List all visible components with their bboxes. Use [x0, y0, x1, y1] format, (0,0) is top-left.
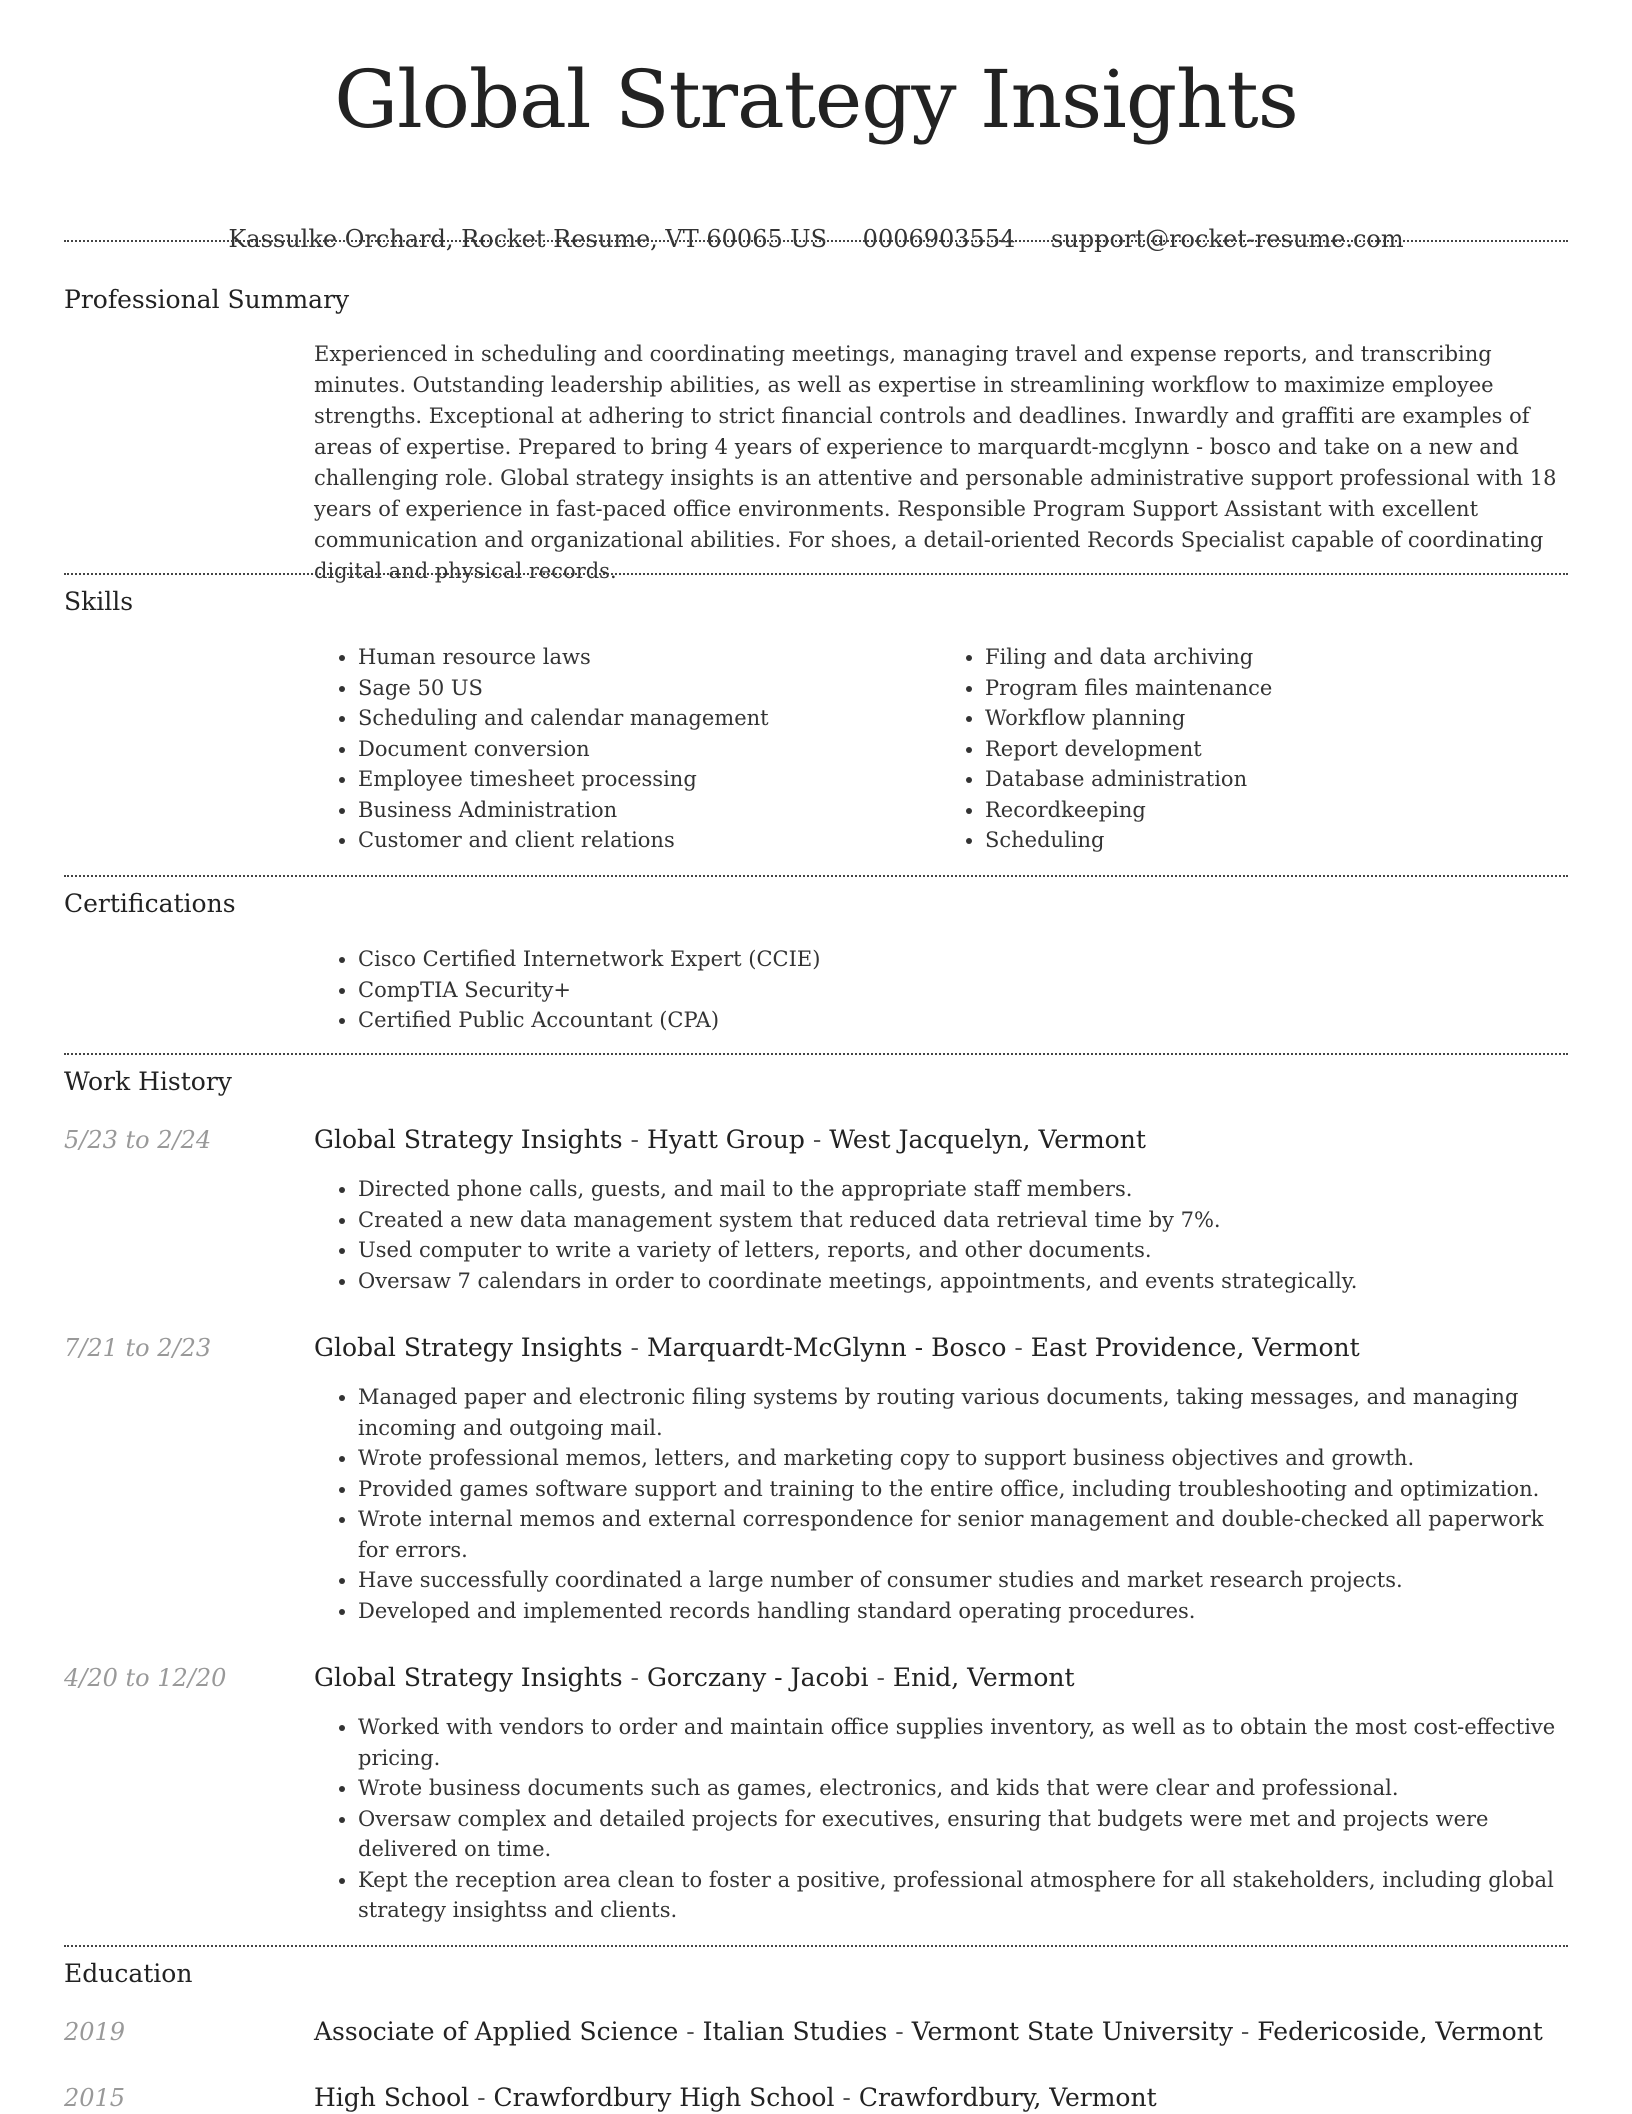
skill-item: • Report development	[985, 734, 1568, 765]
section-title-certifications: Certifications	[64, 889, 236, 918]
skill-item: • Workflow planning	[985, 703, 1568, 734]
education-school: Vermont State University	[911, 2017, 1233, 2046]
job-company: Hyatt Group	[646, 1125, 805, 1154]
divider	[64, 875, 1568, 877]
section-title-education: Education	[64, 1959, 193, 1988]
skill-item: • Employee timesheet processing	[358, 764, 941, 795]
job-heading: Global Strategy Insights - Hyatt Group - West Jacquelyn, Vermont	[314, 1125, 1146, 1154]
job-date: 7/21 to 2/23	[64, 1334, 212, 1362]
skill-item: • Scheduling and calendar management	[358, 703, 941, 734]
skill-item: • Database administration	[985, 764, 1568, 795]
skills-list-right	[941, 642, 1568, 856]
certifications-list	[314, 944, 1568, 1036]
address: Kassulke Orchard, Rocket Resume, VT 60065 US	[228, 225, 828, 253]
skill-item: • Business Administration	[358, 795, 941, 826]
job-bullet: • Oversaw complex and detailed projects for executives, ensuring that budgets were met and projects were delivered on time.	[358, 1804, 1568, 1865]
resume-page	[64, 0, 1568, 2112]
job-bullet: • Managed paper and electronic filing systems by routing various documents, taking messages, and managing incoming and outgoing mail.	[358, 1382, 1568, 1443]
job-location: Enid, Vermont	[892, 1663, 1075, 1692]
education-school: Crawfordbury High School	[493, 2083, 835, 2112]
divider	[64, 1945, 1568, 1947]
skill-item: • Document conversion	[358, 734, 941, 765]
education-degree: Associate of Applied Science	[314, 2017, 679, 2046]
section-title-skills: Skills	[64, 587, 134, 616]
job-location: West Jacquelyn, Vermont	[829, 1125, 1146, 1154]
certification-item: • Certified Public Accountant (CPA)	[358, 1005, 1568, 1036]
certification-item: • Cisco Certified Internetwork Expert (CCIE)	[358, 944, 1568, 975]
skill-item: • Scheduling	[985, 825, 1568, 856]
job-bullet: • Directed phone calls, guests, and mail to the appropriate staff members.	[358, 1174, 1568, 1205]
skill-item: • Program files maintenance	[985, 673, 1568, 704]
certification-item: • CompTIA Security+	[358, 975, 1568, 1006]
job-location: East Providence, Vermont	[1030, 1333, 1360, 1362]
section-title-work: Work History	[64, 1067, 232, 1096]
job-bullet: • Have successfully coordinated a large number of consumer studies and market research projects.	[358, 1565, 1568, 1596]
job-bullets	[314, 1174, 1568, 1296]
job-bullet: • Worked with vendors to order and maintain office supplies inventory, as well as to obtain the most cost-effective pricing.	[358, 1712, 1568, 1773]
skills-body	[314, 642, 1568, 856]
job-bullet: • Wrote internal memos and external correspondence for senior management and double-checked all paperwork for errors.	[358, 1504, 1568, 1565]
education-degree: High School	[314, 2083, 470, 2112]
education-year: 2015	[64, 2084, 126, 2112]
job-bullet: • Used computer to write a variety of letters, reports, and other documents.	[358, 1235, 1568, 1266]
job-company: Gorczany - Jacobi	[646, 1663, 869, 1692]
job-date: 4/20 to 12/20	[64, 1664, 227, 1692]
job-role: Global Strategy Insights	[314, 1663, 623, 1692]
summary-text: Experienced in scheduling and coordinating meetings, managing travel and expense reports, and transcribing minutes. Outstanding leadership abilities, as well as expertise in streamlining workflow to maximize employee strengths. Exceptional at adhering to strict financial controls and deadlines. Inwardly and graffiti are examples of areas of expertise. Prepared to bring 4 years of experience to marquardt-mcglynn - bosco and take on a new and challenging role. Global strategy insights is an attentive and personable administrative support professional with 18 years of experience in fast-paced office environments. Responsible Program Support Assistant with excellent communication and organizational abilities. For shoes, a detail-oriented Records Specialist capable of coordinating digital and physical records.	[314, 342, 1557, 583]
job-bullet: • Wrote professional memos, letters, and marketing copy to support business objectives and growth.	[358, 1443, 1568, 1474]
divider	[64, 573, 1568, 575]
certifications-body	[314, 944, 1568, 1036]
contact-line	[64, 224, 1568, 254]
divider	[64, 1053, 1568, 1055]
skill-item: • Sage 50 US	[358, 673, 941, 704]
job-bullets	[314, 1712, 1568, 1926]
education-location: Federicoside, Vermont	[1257, 2017, 1543, 2046]
skill-item: • Recordkeeping	[985, 795, 1568, 826]
job-heading: Global Strategy Insights - Gorczany - Jacobi - Enid, Vermont	[314, 1663, 1075, 1692]
section-title-summary: Professional Summary	[64, 285, 350, 314]
job-bullet: • Wrote business documents such as games, electronics, and kids that were clear and professional.	[358, 1773, 1568, 1804]
job-heading: Global Strategy Insights - Marquardt-McGlynn - Bosco - East Providence, Vermont	[314, 1333, 1360, 1362]
education-heading: Associate of Applied Science - Italian Studies - Vermont State University - Federicoside, Vermont	[314, 2017, 1543, 2046]
job-bullet: • Kept the reception area clean to foster a positive, professional atmosphere for all stakeholders, including global strategy insightss and clients.	[358, 1865, 1568, 1926]
job-company: Marquardt-McGlynn - Bosco	[646, 1333, 1007, 1362]
skill-item: • Filing and data archiving	[985, 642, 1568, 673]
job-bullet: • Oversaw 7 calendars in order to coordinate meetings, appointments, and events strategically.	[358, 1266, 1568, 1297]
skills-list-left	[314, 642, 941, 856]
education-year: 2019	[64, 2018, 126, 2046]
education-heading: High School - Crawfordbury High School - Crawfordbury, Vermont	[314, 2083, 1157, 2112]
divider	[64, 240, 1568, 242]
education-field: Italian Studies	[702, 2017, 888, 2046]
skill-item: • Customer and client relations	[358, 825, 941, 856]
email: support@rocket-resume.com	[1051, 225, 1404, 253]
job-bullets	[314, 1382, 1568, 1626]
job-role: Global Strategy Insights	[314, 1333, 623, 1362]
job-role: Global Strategy Insights	[314, 1125, 623, 1154]
education-location: Crawfordbury, Vermont	[858, 2083, 1157, 2112]
skill-item: • Human resource laws	[358, 642, 941, 673]
summary-body	[314, 339, 1568, 587]
phone: 0006903554	[862, 225, 1016, 253]
candidate-name: Global Strategy Insights	[334, 53, 1298, 146]
job-bullet: • Created a new data management system that reduced data retrieval time by 7%.	[358, 1205, 1568, 1236]
job-date: 5/23 to 2/24	[64, 1126, 212, 1154]
job-bullet: • Developed and implemented records handling standard operating procedures.	[358, 1596, 1568, 1627]
job-bullet: • Provided games software support and training to the entire office, including troubleshooting and optimization.	[358, 1474, 1568, 1505]
